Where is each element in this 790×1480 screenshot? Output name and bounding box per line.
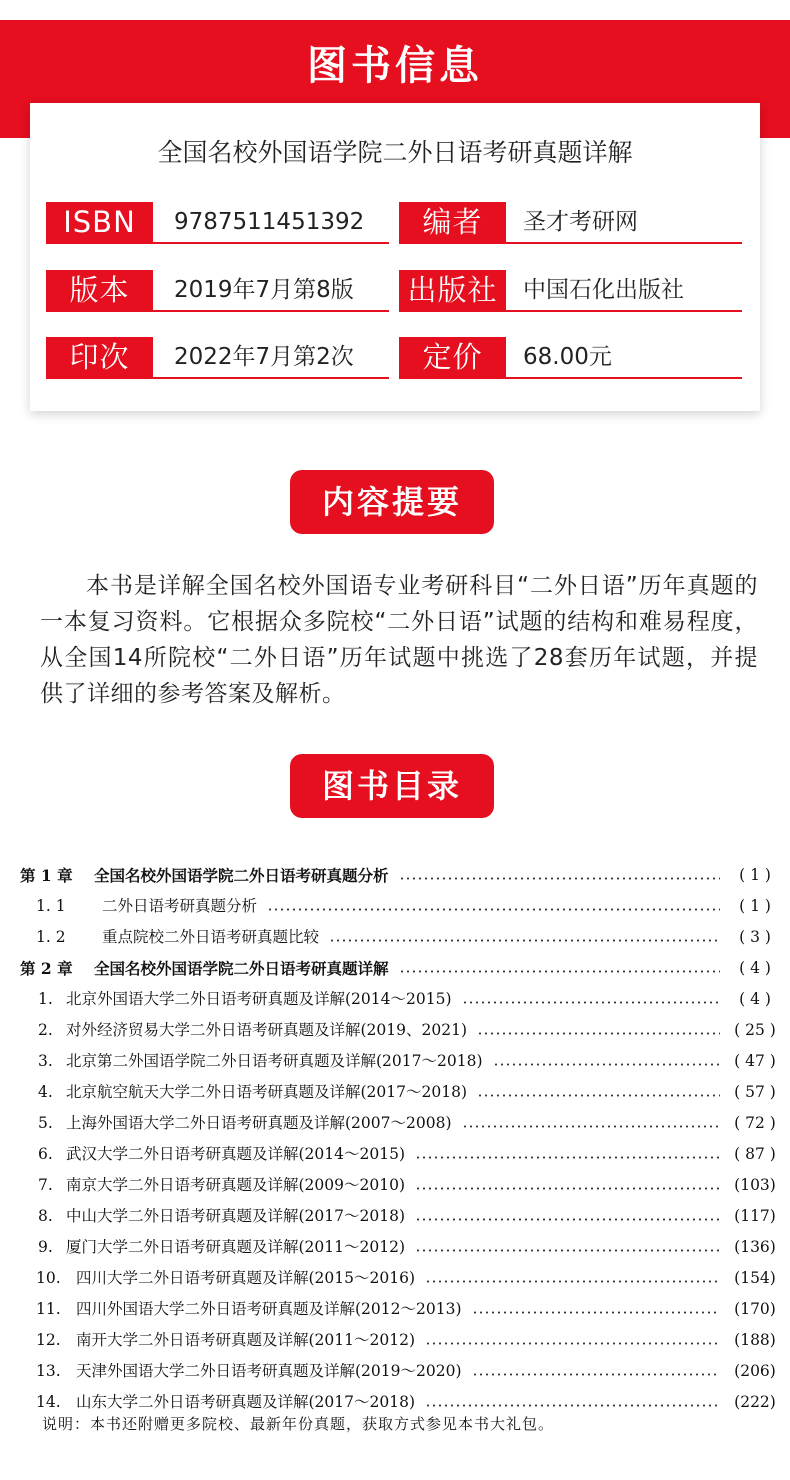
dot-leader (472, 1373, 721, 1376)
toc-page: ( 1 ) (739, 897, 771, 915)
dot-leader (472, 1311, 721, 1314)
toc-row (20, 1046, 780, 1077)
dot-leader (425, 1342, 720, 1345)
dot-leader (329, 939, 720, 942)
toc-row (20, 953, 780, 984)
info-label: 编者 (399, 202, 506, 242)
toc-title: 南京大学二外日语考研真题及详解(2009～2010) (66, 1176, 405, 1194)
info-label: 印次 (46, 337, 153, 377)
toc-title: 武汉大学二外日语考研真题及详解(2014～2015) (66, 1145, 405, 1163)
toc-row (20, 1077, 780, 1108)
dot-leader (399, 970, 720, 973)
toc-row (20, 891, 780, 922)
dot-leader (267, 908, 720, 911)
info-field-publisher (399, 270, 742, 310)
toc-number: 13. (36, 1362, 61, 1380)
toc-page: ( 87 ) (734, 1145, 776, 1163)
divider (399, 310, 742, 312)
toc-page: ( 1 ) (739, 866, 771, 884)
toc-title: 四川大学二外日语考研真题及详解(2015～2016) (76, 1269, 415, 1287)
divider (46, 377, 389, 379)
toc-number: 6. (38, 1145, 53, 1163)
toc-title: 南开大学二外日语考研真题及详解(2011～2012) (76, 1331, 415, 1349)
toc-page: (206) (734, 1362, 776, 1380)
section-title-summary: 内容提要 (290, 470, 494, 534)
toc-page: ( 4 ) (739, 959, 771, 977)
dot-leader (415, 1218, 720, 1221)
toc-page: (222) (734, 1393, 776, 1411)
toc-number: 14. (36, 1393, 61, 1411)
dot-leader (415, 1156, 720, 1159)
toc-row (20, 1170, 780, 1201)
info-value: 9787511451392 (174, 209, 365, 235)
info-field-edition (46, 270, 389, 310)
toc-row (20, 1356, 780, 1387)
info-field-printing (46, 337, 389, 377)
toc-number: 11. (36, 1300, 61, 1318)
divider (46, 242, 389, 244)
toc-title: 重点院校二外日语考研真题比较 (102, 928, 320, 946)
toc-title: 天津外国语大学二外日语考研真题及详解(2019～2020) (76, 1362, 462, 1380)
toc-page: (103) (734, 1176, 776, 1194)
divider (399, 242, 742, 244)
toc-page: ( 57 ) (734, 1083, 776, 1101)
dot-leader (477, 1094, 720, 1097)
toc-row (20, 1108, 780, 1139)
toc-page: (136) (734, 1238, 776, 1256)
toc-row (20, 1015, 780, 1046)
dot-leader (415, 1187, 720, 1190)
section-title-book-info: 图书信息 (307, 43, 483, 89)
toc-row (20, 1139, 780, 1170)
toc-title: 二外日语考研真题分析 (102, 897, 258, 915)
dot-leader (399, 877, 720, 880)
info-field-isbn (46, 202, 389, 242)
dot-leader (425, 1280, 720, 1283)
toc-row (20, 1294, 780, 1325)
toc-number: 10. (36, 1269, 61, 1287)
info-field-price (399, 337, 742, 377)
toc-title: 中山大学二外日语考研真题及详解(2017～2018) (66, 1207, 405, 1225)
toc-page: (154) (734, 1269, 776, 1287)
toc-page: ( 72 ) (734, 1114, 776, 1132)
toc-title: 全国名校外国语学院二外日语考研真题分析 (94, 866, 389, 885)
toc-title: 对外经济贸易大学二外日语考研真题及详解(2019、2021) (66, 1021, 467, 1039)
toc-row (20, 1232, 780, 1263)
toc-page: ( 4 ) (739, 990, 771, 1008)
toc-title: 北京第二外国语学院二外日语考研真题及详解(2017～2018) (66, 1052, 483, 1070)
info-label: 定价 (399, 337, 506, 377)
toc-note: 说明：本书还附赠更多院校、最新年份真题，获取方式参见本书大礼包。 (42, 1415, 555, 1433)
toc-number: 9. (38, 1238, 53, 1256)
info-value: 圣才考研网 (523, 209, 638, 235)
info-field-editor (399, 202, 742, 242)
toc-number: 第 1 章 (20, 866, 73, 885)
toc-number: 12. (36, 1331, 61, 1349)
toc-number: 4. (38, 1083, 53, 1101)
divider (399, 377, 742, 379)
info-label: ISBN (46, 202, 153, 242)
toc-number: 1. 2 (36, 928, 66, 946)
toc-row (20, 860, 780, 891)
info-label: 版本 (46, 270, 153, 310)
info-value: 2022年7月第2次 (174, 344, 354, 370)
info-value: 2019年7月第8版 (174, 277, 354, 303)
toc-number: 1. (38, 990, 53, 1008)
toc-number: 1. 1 (36, 897, 66, 915)
info-value: 中国石化出版社 (523, 277, 684, 303)
info-value: 68.00元 (523, 344, 612, 370)
book-title: 全国名校外国语学院二外日语考研真题详解 (157, 138, 633, 167)
toc-number: 5. (38, 1114, 53, 1132)
toc-title: 北京外国语大学二外日语考研真题及详解(2014～2015) (66, 990, 452, 1008)
toc-page: ( 25 ) (734, 1021, 776, 1039)
toc-page: (188) (734, 1331, 776, 1349)
toc-row (20, 984, 780, 1015)
dot-leader (477, 1032, 720, 1035)
toc-page: (170) (734, 1300, 776, 1318)
toc-page: ( 3 ) (739, 928, 771, 946)
toc-title: 山东大学二外日语考研真题及详解(2017～2018) (76, 1393, 415, 1411)
section-title-toc: 图书目录 (290, 754, 494, 818)
toc-number: 第 2 章 (20, 959, 73, 978)
info-label: 出版社 (399, 270, 506, 310)
toc-page: (117) (734, 1207, 776, 1225)
toc-number: 7. (38, 1176, 53, 1194)
toc-number: 3. (38, 1052, 53, 1070)
toc-number: 2. (38, 1021, 53, 1039)
toc-row (20, 1263, 780, 1294)
toc-title: 四川外国语大学二外日语考研真题及详解(2012～2013) (76, 1300, 462, 1318)
toc-title: 全国名校外国语学院二外日语考研真题详解 (94, 959, 389, 978)
toc-title: 北京航空航天大学二外日语考研真题及详解(2017～2018) (66, 1083, 467, 1101)
dot-leader (462, 1125, 721, 1128)
summary-paragraph: 本书是详解全国名校外国语专业考研科目“二外日语”历年真题的一本复习资料。它根据众多院校“二外日语”试题的结构和难易程度，从全国14所院校“二外日语”历年试题中挑选了28套历年试题，并提供了详细的参考答案及解析。 (40, 573, 758, 707)
toc-row (20, 1325, 780, 1356)
dot-leader (425, 1404, 720, 1407)
dot-leader (493, 1063, 721, 1066)
toc-title: 上海外国语大学二外日语考研真题及详解(2007～2008) (66, 1114, 452, 1132)
toc-title: 厦门大学二外日语考研真题及详解(2011～2012) (66, 1238, 405, 1256)
toc-row (20, 1201, 780, 1232)
dot-leader (415, 1249, 720, 1252)
toc-page: ( 47 ) (734, 1052, 776, 1070)
divider (46, 310, 389, 312)
toc-row (20, 922, 780, 953)
toc-number: 8. (38, 1207, 53, 1225)
dot-leader (462, 1001, 721, 1004)
